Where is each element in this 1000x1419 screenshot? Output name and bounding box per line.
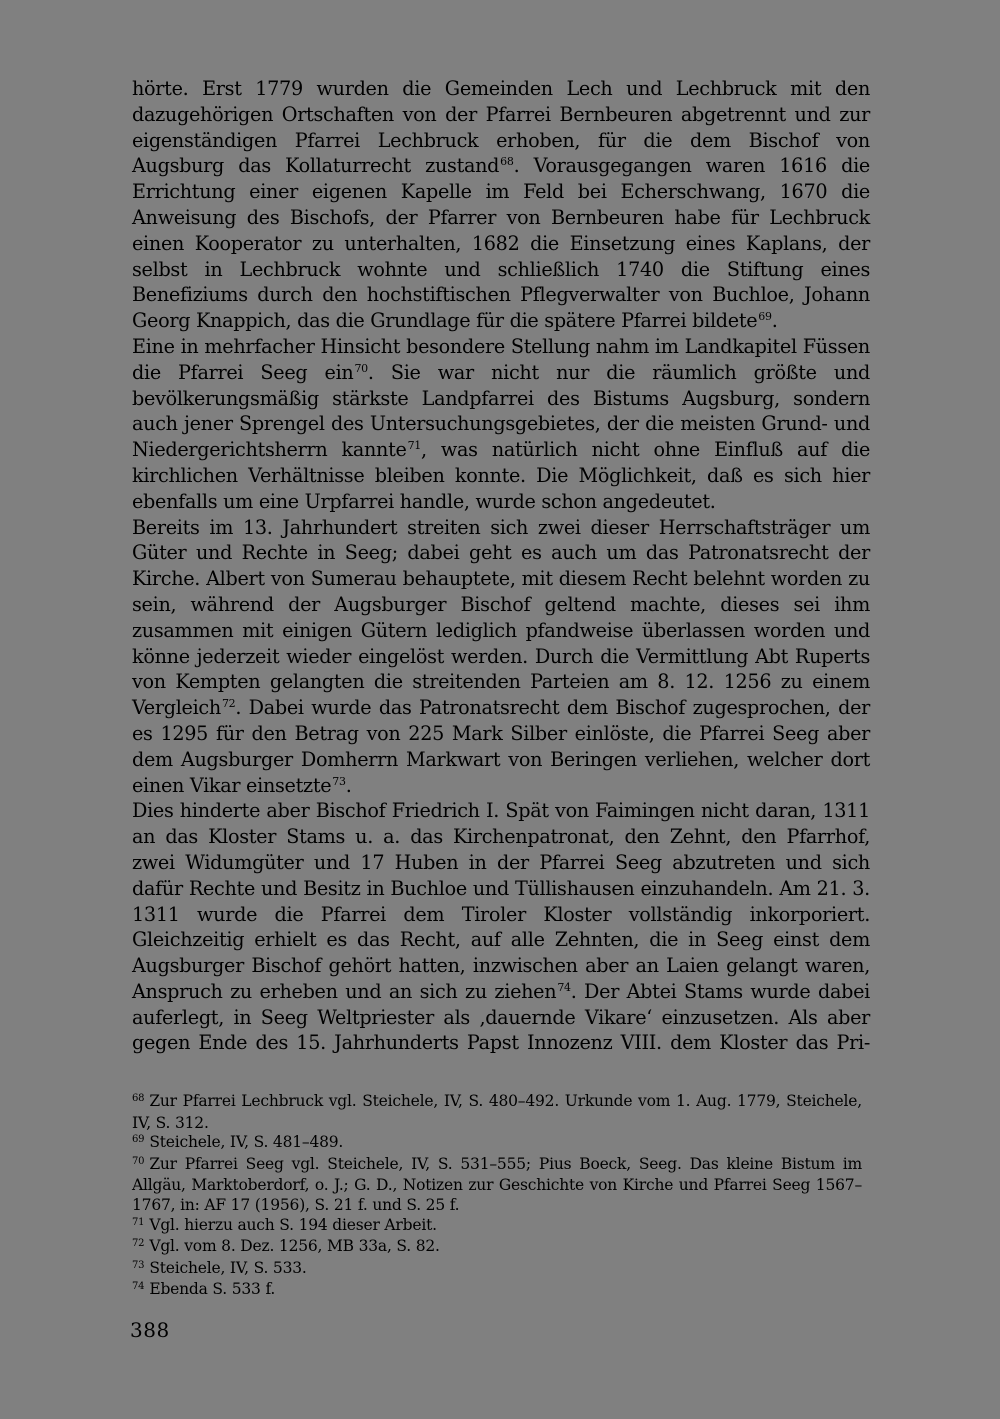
footnote-text: Steichele, IV, S. 481–489.	[149, 1133, 344, 1152]
footnote-ref: 71	[407, 439, 421, 453]
footnote-number: 72	[132, 1238, 145, 1250]
text-run: Bereits im 13. Jahrhundert streiten sich zwei dieser Herrschaftsträger um Güter und Rechte in Seeg; dabei geht es auch um das Patronatsrecht der Kirche. Albert von Sumerau behauptete, mit diesem Recht belehnt worden zu sein, während der Augsburger Bischof geltend machte, dieses sei ihm zusammen mit einigen Gütern lediglich pfandweise überlassen worden und könne jederzeit wieder eingelöst werden. Durch die Vermittlung Abt Ruperts von Kempten gelangten die streitenden Parteien am 8. 12. 1256 zu einem Vergleich	[132, 515, 870, 720]
paragraph	[132, 515, 870, 799]
text-run: .	[771, 309, 778, 333]
text-run: . Sie war nicht nur die räumlich größte und bevölkerungsmäßig stärkste Landpfarrei des Bistums Augsburg, sondern auch jener Sprengel des Untersuchungsgebietes, der die meisten Grund- und Niedergerichtsherrn kannte	[132, 360, 870, 462]
footnote-text: Zur Pfarrei Lechbruck vgl. Steichele, IV, S. 480–492. Urkunde vom 1. Aug. 1779, Steichele, IV, S. 312.	[132, 1092, 862, 1132]
footnote-ref: 73	[332, 774, 346, 788]
footnote-ref: 74	[557, 980, 571, 994]
paragraph	[132, 76, 870, 334]
footnote	[132, 1237, 862, 1259]
footnote-number: 70	[132, 1155, 145, 1167]
text-run: Eine in mehrfacher Hinsicht besondere Stellung nahm im Landkapitel Füssen die Pfarrei Seeg ein	[132, 334, 870, 384]
footnote-ref: 68	[500, 155, 514, 169]
text-run: , was natürlich nicht ohne Einfluß auf die kirchlichen Verhältnisse bleiben konnte. Die Möglichkeit, daß es sich hier ebenfalls um eine Urpfarrei handle, wurde schon angedeutet.	[132, 438, 870, 513]
footnote-ref: 70	[354, 361, 368, 375]
page-number: 388	[130, 1318, 170, 1342]
footnote	[132, 1155, 862, 1216]
text-run: .	[345, 773, 352, 797]
text-run: . Vorausgegangen waren 1616 die Errichtung einer eigenen Kapelle im Feld bei Echerschwang, 1670 die Anweisung des Bischofs, der Pfarrer von Bernbeuren habe für Lechbruck einen Kooperator zu unterhalten, 1682 die Einsetzung eines Kaplans, der selbst in Lechbruck wohnte und schließlich 1740 die Stiftung eines Benefiziums durch den hochstiftischen Pflegverwalter von Buchloe, Johann Georg Knappich, das die Grundlage für die spätere Pfarrei bildete	[132, 154, 870, 333]
footnote-text: Vgl. vom 8. Dez. 1256, MB 33a, S. 82.	[149, 1237, 440, 1256]
footnote	[132, 1216, 862, 1238]
footnote-number: 73	[132, 1259, 145, 1271]
footnote-text: Steichele, IV, S. 533.	[149, 1258, 307, 1277]
footnote	[132, 1133, 862, 1155]
footnote-text: Vgl. hierzu auch S. 194 dieser Arbeit.	[149, 1215, 437, 1234]
footnote-ref: 69	[758, 310, 772, 324]
footnote	[132, 1092, 862, 1133]
text-run: . Dabei wurde das Patronatsrecht dem Bischof zugesprochen, der es 1295 für den Betrag von 225 Mark Silber einlöste, die Pfarrei Seeg aber dem Augsburger Domherrn Markwart von Beringen verliehen, welcher dort einen Vikar einsetzte	[132, 696, 870, 797]
footnote-ref: 72	[221, 697, 236, 711]
footnote	[132, 1259, 862, 1281]
footnote-text: Ebenda S. 533 f.	[149, 1280, 276, 1299]
text-run: Dies hinderte aber Bischof Friedrich I. Spät von Faimingen nicht daran, 1311 an das Kloster Stams u. a. das Kirchenpatronat, den Zehnt, den Pfarrhof, zwei Widumgüter und 17 Huben in der Pfarrei Seeg abzutreten und sich dafür Rechte und Besitz in Buchloe und Tüllishausen einzuhandeln. Am 21. 3. 1311 wurde die Pfarrei dem Tiroler Kloster vollständig inkorporiert. Gleichzeitig erhielt es das Recht, auf alle Zehnten, die in Seeg einst dem Augsburger Bischof gehört hatten, inzwischen aber an Laien gelangt waren, Anspruch zu erheben und an sich zu ziehen	[132, 799, 870, 1003]
footnote-number: 71	[132, 1216, 145, 1228]
text-run: hörte. Erst 1779 wurden die Gemeinden Lech und Lechbruck mit den dazugehörigen Ortschaften von der Pfarrei Bernbeuren abgetrennt und zur eigenständigen Pfarrei Lechbruck erhoben, für die dem Bischof von Augsburg das Kollaturrecht zustand	[132, 77, 870, 178]
footnote-text: Zur Pfarrei Seeg vgl. Steichele, IV, S. 531–555; Pius Boeck, Seeg. Das kleine Bistum im Allgäu, Marktoberdorf, o. J.; G. D., Notizen zur Geschichte von Kirche und Pfarrei Seeg 1567–1767, in: AF 17 (1956), S. 21 f. und S. 25 f.	[132, 1154, 862, 1214]
body-text	[132, 76, 870, 1056]
footnote	[132, 1280, 862, 1302]
paragraph	[132, 798, 870, 1056]
footnote-number: 69	[132, 1134, 145, 1146]
footnote-number: 74	[132, 1281, 145, 1293]
text-run: . Der Abtei Stams wurde dabei auferlegt, in Seeg Weltpriester als ‚dauernde Vikare‘ einzusetzen. Als aber gegen Ende des 15. Jahrhunderts Papst Innozenz VIII. dem Kloster das Pri-	[132, 979, 871, 1055]
paragraph	[132, 334, 870, 515]
footnote-number: 68	[132, 1093, 145, 1104]
footnotes	[132, 1092, 862, 1302]
